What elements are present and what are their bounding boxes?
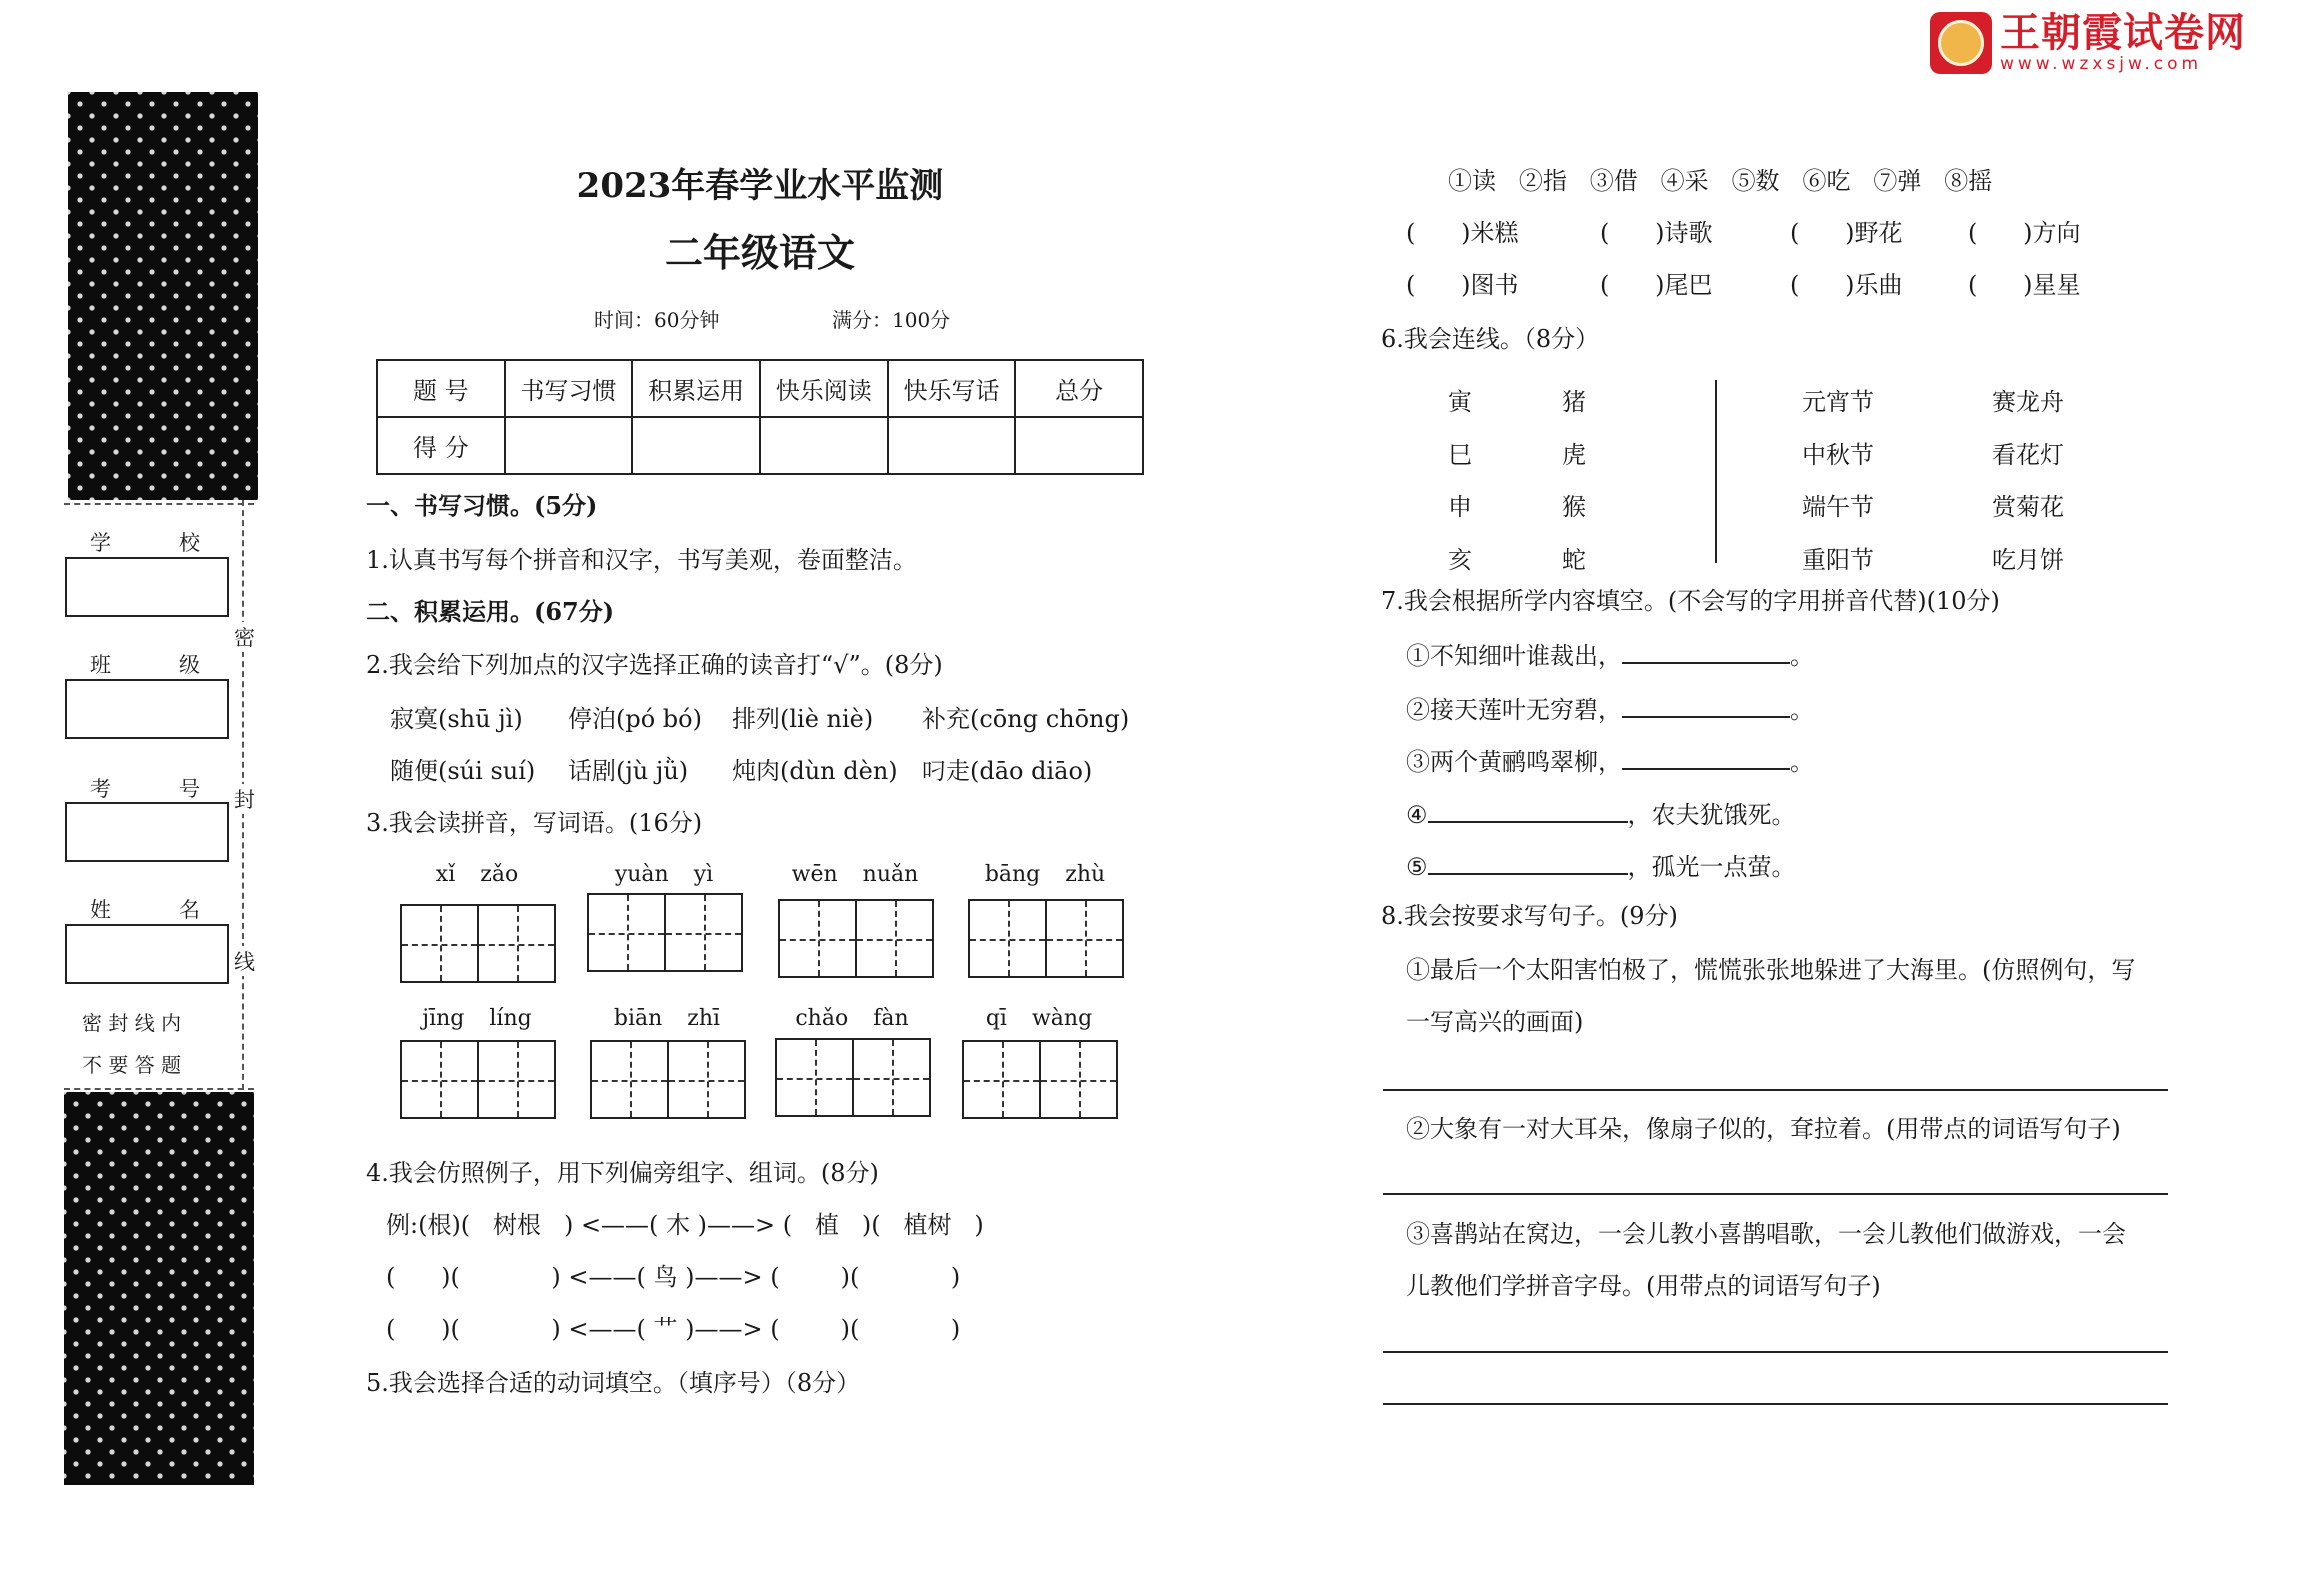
field-label-school [90, 527, 200, 557]
match-item[interactable]: 蛇 [1562, 545, 1586, 574]
poem-fill-item [1406, 797, 1796, 830]
pinyin-label: bāng zhù [984, 862, 1106, 887]
verb-options [1448, 166, 1992, 196]
sentence-task-1-cont: 一写高兴的画面) [1406, 1008, 1584, 1036]
logo-url: www.wzxsjw.com [2000, 54, 2203, 74]
decorative-dot-strip-bottom [64, 1092, 254, 1485]
match-item[interactable]: 巳 [1448, 440, 1472, 469]
seal-char: 密 [234, 622, 255, 652]
school-field[interactable] [65, 557, 229, 617]
character-grid[interactable] [968, 899, 1124, 978]
table-header: 快乐阅读 [760, 360, 888, 417]
sentence-task-1: ①最后一个太阳害怕极了，慌慌张张地躲进了大海里。(仿照例句，写 [1406, 956, 2136, 984]
match-divider [1715, 380, 1717, 563]
verb-fill-item[interactable]: ( )野花 [1790, 219, 1903, 247]
verb-fill-item[interactable]: ( )尾巴 [1600, 271, 1713, 299]
logo-name: 王朝霞试卷网 [2000, 10, 2246, 56]
poem-line: ②接天莲叶无穷碧， [1406, 696, 1622, 724]
verb-fill-item[interactable]: ( )图书 [1406, 271, 1519, 299]
match-item[interactable]: 赏菊花 [1992, 493, 2064, 521]
label-char: 班 [90, 653, 111, 677]
exam-title: 2023年春学业水平监测 [576, 166, 944, 206]
pronunciation-item: 叼走(dāo diāo) [922, 757, 1093, 785]
verb-option: ④采 [1660, 167, 1709, 195]
radical-row-example: 例:(根)( 树根 ) <——( 木 )——> ( 植 )( 植树 ) [386, 1211, 984, 1239]
score-cell[interactable] [1015, 417, 1143, 474]
question-2: 2.我会给下列加点的汉字选择正确的读音打“√”。(8分) [366, 651, 943, 679]
pronunciation-item: 停泊(pó bó) [568, 705, 702, 733]
seal-dashed-line [64, 503, 254, 505]
pronunciation-item: 随便(súi suí) [390, 757, 536, 785]
poem-fill-item [1406, 744, 1814, 777]
answer-blank[interactable] [1428, 849, 1628, 875]
pinyin-label: qī wàng [985, 1006, 1093, 1031]
poem-line: ④ [1406, 801, 1428, 829]
verb-option: ⑦弹 [1873, 167, 1922, 195]
pronunciation-item: 炖肉(dùn dèn) [732, 757, 898, 785]
poem-fill-item [1406, 638, 1814, 671]
answer-blank[interactable] [1622, 692, 1790, 718]
question-4: 4.我会仿照例子，用下列偏旁组字、组词。(8分) [366, 1159, 879, 1187]
field-label-class [90, 649, 200, 679]
pinyin-label: biān zhī [613, 1006, 721, 1031]
exam-time: 时间：60分钟 [594, 308, 720, 332]
radical-row[interactable]: ( )( ) <——( 艹 )——> ( )( ) [386, 1315, 961, 1343]
table-header: 快乐写话 [888, 360, 1016, 417]
verb-fill-item[interactable]: ( )米糕 [1406, 219, 1519, 247]
score-table [376, 359, 1144, 475]
score-cell[interactable] [888, 417, 1016, 474]
pinyin-label: wēn nuǎn [791, 862, 919, 887]
table-row-label: 得 分 [377, 417, 505, 474]
table-row [377, 360, 1143, 417]
name-field[interactable] [65, 924, 229, 984]
pronunciation-item: 话剧(jù jǜ) [568, 757, 689, 785]
character-grid[interactable] [587, 893, 743, 972]
pronunciation-item: 排列(liè niè) [732, 705, 874, 733]
verb-option: ②指 [1518, 167, 1567, 195]
poem-line: ⑤ [1406, 853, 1428, 881]
pinyin-label: xǐ zǎo [435, 862, 519, 887]
answer-blank[interactable] [1428, 797, 1628, 823]
pinyin-label: jīng líng [422, 1006, 532, 1031]
poem-line: ，孤光一点萤。 [1627, 853, 1796, 881]
table-header: 书写习惯 [505, 360, 633, 417]
exam-subtitle: 二年级语文 [664, 230, 855, 275]
match-item[interactable]: 元宵节 [1802, 388, 1874, 416]
verb-option: ⑤数 [1731, 167, 1780, 195]
match-item[interactable]: 看花灯 [1992, 440, 2064, 469]
match-item[interactable]: 虎 [1562, 440, 1586, 469]
verb-fill-item[interactable]: ( )方向 [1968, 219, 2081, 247]
label-char: 校 [179, 531, 200, 555]
seal-dashed-line [64, 1088, 254, 1090]
poem-punct: 。 [1790, 696, 1814, 724]
sentence-task-2: ②大象有一对大耳朵，像扇子似的，耷拉着。(用带点的词语写句子) [1406, 1115, 2121, 1143]
match-item[interactable]: 申 [1448, 493, 1472, 521]
decorative-dot-strip-top [68, 92, 258, 500]
question-7: 7.我会根据所学内容填空。(不会写的字用拼音代替)(10分) [1381, 587, 2000, 615]
table-header: 总分 [1015, 360, 1143, 417]
match-item[interactable]: 重阳节 [1802, 545, 1874, 574]
label-char: 学 [90, 531, 111, 555]
match-column-custom [1992, 376, 2064, 586]
answer-line[interactable] [1383, 1403, 2168, 1405]
score-cell[interactable] [632, 417, 760, 474]
verb-fill-item[interactable]: ( )星星 [1968, 271, 2081, 299]
label-char: 名 [179, 898, 200, 922]
verb-option: ⑥吃 [1802, 167, 1851, 195]
match-column-branch [1448, 376, 1472, 586]
exam-full-score: 满分：100分 [832, 308, 951, 332]
match-item[interactable]: 寅 [1448, 388, 1472, 416]
logo-emblem-icon [1930, 12, 1992, 74]
match-item[interactable]: 猪 [1562, 388, 1586, 416]
answer-line[interactable] [1383, 1351, 2168, 1353]
radical-row[interactable]: ( )( ) <——( 鸟 )——> ( )( ) [386, 1263, 961, 1291]
poem-punct: 。 [1790, 748, 1814, 776]
pinyin-label: yuàn yì [614, 862, 714, 887]
answer-line[interactable] [1383, 1089, 2168, 1091]
score-cell[interactable] [505, 417, 633, 474]
character-grid[interactable] [775, 1038, 931, 1117]
answer-line[interactable] [1383, 1193, 2168, 1195]
exam-number-field[interactable] [65, 802, 229, 862]
section-heading: 一、书写习惯。(5分) [366, 491, 598, 520]
match-item[interactable]: 猴 [1562, 493, 1586, 521]
label-char: 姓 [90, 898, 111, 922]
match-item[interactable]: 端午节 [1802, 493, 1874, 521]
table-header: 积累运用 [632, 360, 760, 417]
seal-char: 线 [234, 946, 255, 976]
site-logo [1930, 12, 2246, 74]
seal-notice: 不 要 答 题 [82, 1053, 182, 1077]
question-1: 1.认真书写每个拼音和汉字，书写美观，卷面整洁。 [366, 546, 917, 574]
sentence-task-3-cont: 儿教他们学拼音字母。(用带点的词语写句子) [1406, 1272, 1881, 1300]
class-field[interactable] [65, 679, 229, 739]
character-grid[interactable] [400, 1040, 556, 1119]
match-item[interactable]: 赛龙舟 [1992, 388, 2064, 416]
question-3: 3.我会读拼音，写词语。(16分) [366, 809, 703, 837]
sentence-task-3: ③喜鹊站在窝边，一会儿教小喜鹊唱歌，一会儿教他们做游戏，一会 [1406, 1220, 2126, 1248]
poem-line: ③两个黄鹂鸣翠柳， [1406, 748, 1622, 776]
answer-blank[interactable] [1622, 638, 1790, 664]
question-6: 6.我会连线。（8分） [1381, 325, 1600, 353]
character-grid[interactable] [778, 899, 934, 978]
pronunciation-item: 寂寞(shū jì) [390, 705, 523, 733]
field-label-exam-number [90, 773, 200, 803]
label-char: 级 [179, 653, 200, 677]
seal-char: 封 [234, 784, 255, 814]
poem-fill-item [1406, 849, 1796, 882]
section-heading: 二、积累运用。(67分) [366, 597, 615, 626]
table-header: 题 号 [377, 360, 505, 417]
verb-fill-item[interactable]: ( )乐曲 [1790, 271, 1903, 299]
field-label-name [90, 894, 200, 924]
match-item[interactable]: 中秋节 [1802, 440, 1874, 469]
poem-fill-item [1406, 692, 1814, 725]
answer-blank[interactable] [1622, 744, 1790, 770]
match-item[interactable]: 吃月饼 [1992, 545, 2064, 574]
question-8: 8.我会按要求写句子。(9分) [1381, 902, 1678, 930]
verb-fill-item[interactable]: ( )诗歌 [1600, 219, 1713, 247]
match-column-festival [1802, 376, 1874, 586]
poem-punct: 。 [1790, 642, 1814, 670]
verb-option: ③借 [1589, 167, 1638, 195]
character-grid[interactable] [590, 1040, 746, 1119]
verb-option: ①读 [1448, 167, 1496, 195]
pronunciation-item: 补充(cōng chōng) [922, 705, 1130, 733]
seal-notice: 密 封 线 内 [82, 1011, 182, 1035]
table-row [377, 417, 1143, 474]
label-char: 号 [179, 777, 200, 801]
poem-line: ，农夫犹饿死。 [1627, 801, 1796, 829]
label-char: 考 [90, 777, 111, 801]
score-cell[interactable] [760, 417, 888, 474]
verb-option: ⑧摇 [1944, 167, 1993, 195]
question-5: 5.我会选择合适的动词填空。（填序号）（8分） [366, 1369, 861, 1397]
poem-line: ①不知细叶谁裁出， [1406, 642, 1622, 670]
character-grid[interactable] [962, 1040, 1118, 1119]
pinyin-label: chǎo fàn [795, 1006, 909, 1031]
match-column-animal [1562, 376, 1586, 586]
character-grid[interactable] [400, 904, 556, 983]
match-item[interactable]: 亥 [1448, 545, 1472, 574]
